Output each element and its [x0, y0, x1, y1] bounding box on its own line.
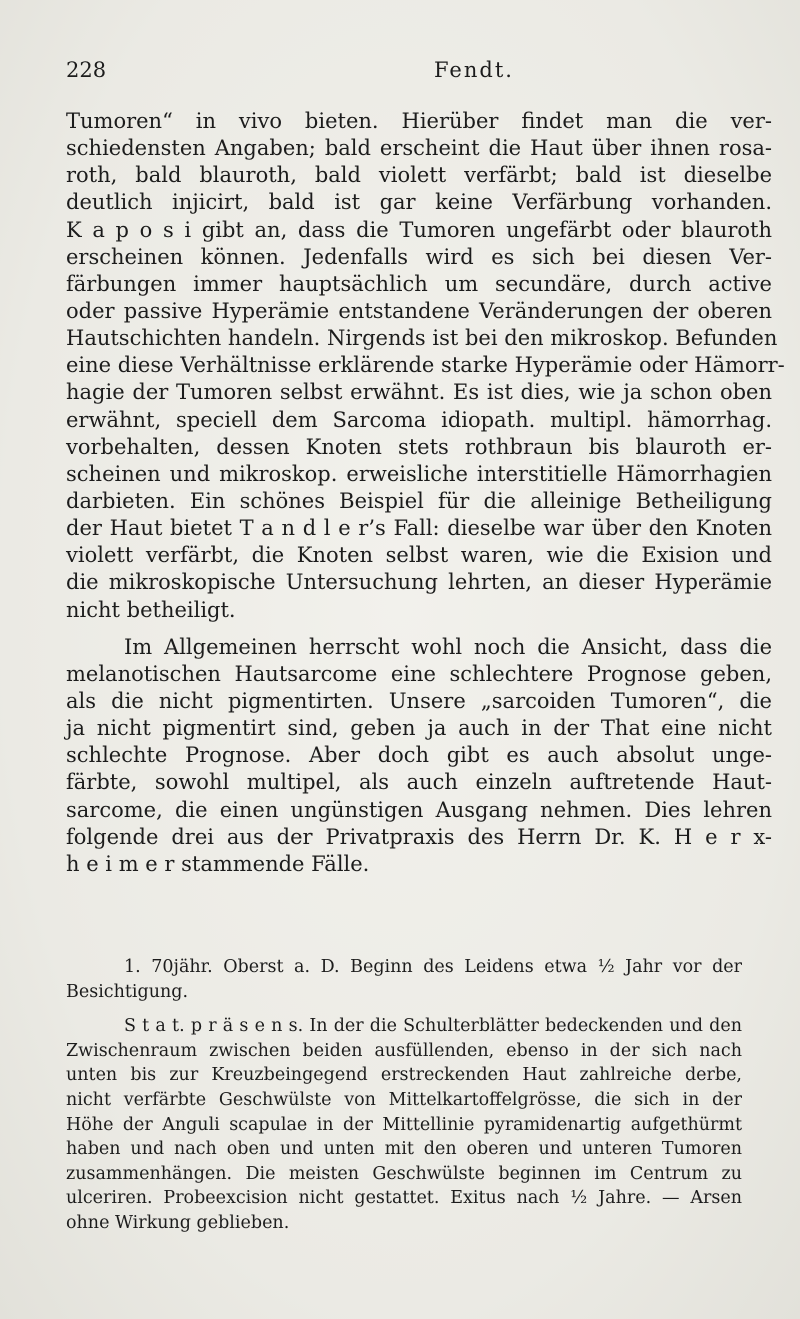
case-line: ohne Wirkung geblieben.: [66, 1212, 290, 1233]
text-line: der Haut bietet T a n d l e r’s Fall: dieselbe war über den Knoten: [66, 516, 772, 541]
main-text: [66, 108, 785, 878]
text-line: färbte, sowohl multipel, als auch einzeln auftretende Haut-: [66, 770, 772, 795]
text-line: eine diese Verhältnisse erklärende starke Hyperämie oder Hämorr-: [66, 353, 785, 378]
case-line: S t a t. p r ä s e n s. In der die Schulterblätter bedeckenden und den: [124, 1016, 742, 1037]
text-line: Hautschichten handeln. Nirgends ist bei den mikroskop. Befunden: [66, 326, 778, 351]
page-header: [66, 56, 730, 90]
case-report: [66, 955, 742, 1236]
text-line: oder passive Hyperämie entstandene Veränderungen der oberen: [66, 298, 772, 323]
case-line: zusammenhängen. Die meisten Geschwülste beginnen im Centrum zu: [66, 1163, 742, 1184]
text-line: erscheinen können. Jedenfalls wird es sich bei diesen Ver-: [66, 244, 772, 269]
paragraph-gap: [66, 624, 772, 634]
status-praesens: [66, 1014, 742, 1235]
text-line: darbieten. Ein schönes Beispiel für die alleinige Betheiligung: [66, 488, 772, 513]
case-line: haben und nach oben und unten mit den oberen und unteren Tumoren: [66, 1139, 742, 1160]
text-line: violett verfärbt, die Knoten selbst waren, wie die Exision und: [66, 543, 772, 568]
text-line: färbungen immer hauptsächlich um secundäre, durch active: [66, 271, 772, 296]
text-line: melanotischen Hautsarcome eine schlechtere Prognose geben,: [66, 661, 772, 686]
text-line: nicht betheiligt.: [66, 597, 236, 622]
case-1-heading: [66, 955, 742, 1004]
case-line: Besichtigung.: [66, 981, 189, 1002]
text-line: vorbehalten, dessen Knoten stets rothbraun bis blauroth er-: [66, 434, 772, 459]
case-line: Zwischenraum zwischen beiden ausfüllenden, ebenso in der sich nach: [66, 1040, 742, 1061]
paragraph-gap: [66, 1004, 742, 1014]
text-line: deutlich injicirt, bald ist gar keine Verfärbung vorhanden.: [66, 190, 772, 215]
text-line: schiedensten Angaben; bald erscheint die Haut über ihnen rosa-: [66, 136, 772, 161]
case-line: 1. 70jähr. Oberst a. D. Beginn des Leidens etwa ½ Jahr vor der: [124, 957, 742, 977]
running-head: Fendt.: [434, 58, 514, 82]
text-line: h e i m e r stammende Fälle.: [66, 851, 370, 876]
text-line: hagie der Tumoren selbst erwähnt. Es ist dies, wie ja schon oben: [66, 380, 772, 405]
text-line: die mikroskopische Untersuchung lehrten, an dieser Hyperämie: [66, 570, 772, 595]
case-line: unten bis zur Kreuzbeingegend erstreckenden Haut zahlreiche derbe,: [66, 1065, 742, 1086]
text-line: Im Allgemeinen herrscht wohl noch die Ansicht, dass die: [124, 634, 772, 659]
text-line: folgende drei aus der Privatpraxis des Herrn Dr. K. H e r x-: [66, 824, 772, 849]
text-line: schlechte Prognose. Aber doch gibt es auch absolut unge-: [66, 743, 772, 768]
page-number: 228: [66, 58, 107, 82]
text-line: sarcome, die einen ungünstigen Ausgang nehmen. Dies lehren: [66, 797, 772, 822]
case-line: nicht verfärbte Geschwülste von Mittelkartoffelgrösse, die sich in der: [66, 1089, 742, 1110]
paragraph-1: [66, 108, 785, 624]
text-line: ja nicht pigmentirt sind, geben ja auch in der That eine nicht: [66, 716, 772, 741]
paragraph-2: [66, 634, 772, 878]
case-line: Höhe der Anguli scapulae in der Mittellinie pyramidenartig aufgethürmt: [66, 1114, 742, 1135]
text-line: K a p o s i gibt an, dass die Tumoren ungefärbt oder blauroth: [66, 217, 772, 242]
text-line: als die nicht pigmentirten. Unsere „sarcoiden Tumoren“, die: [66, 688, 772, 713]
text-line: roth, bald blauroth, bald violett verfärbt; bald ist dieselbe: [66, 163, 772, 188]
text-line: Tumoren“ in vivo bieten. Hierüber findet man die ver-: [66, 109, 772, 133]
text-line: scheinen und mikroskop. erweisliche interstitielle Hämorrhagien: [66, 461, 772, 486]
case-line: ulceriren. Probeexcision nicht gestattet. Exitus nach ½ Jahre. — Arsen: [66, 1188, 742, 1209]
text-line: erwähnt, speciell dem Sarcoma idiopath. multipl. hämorrhag.: [66, 407, 772, 432]
